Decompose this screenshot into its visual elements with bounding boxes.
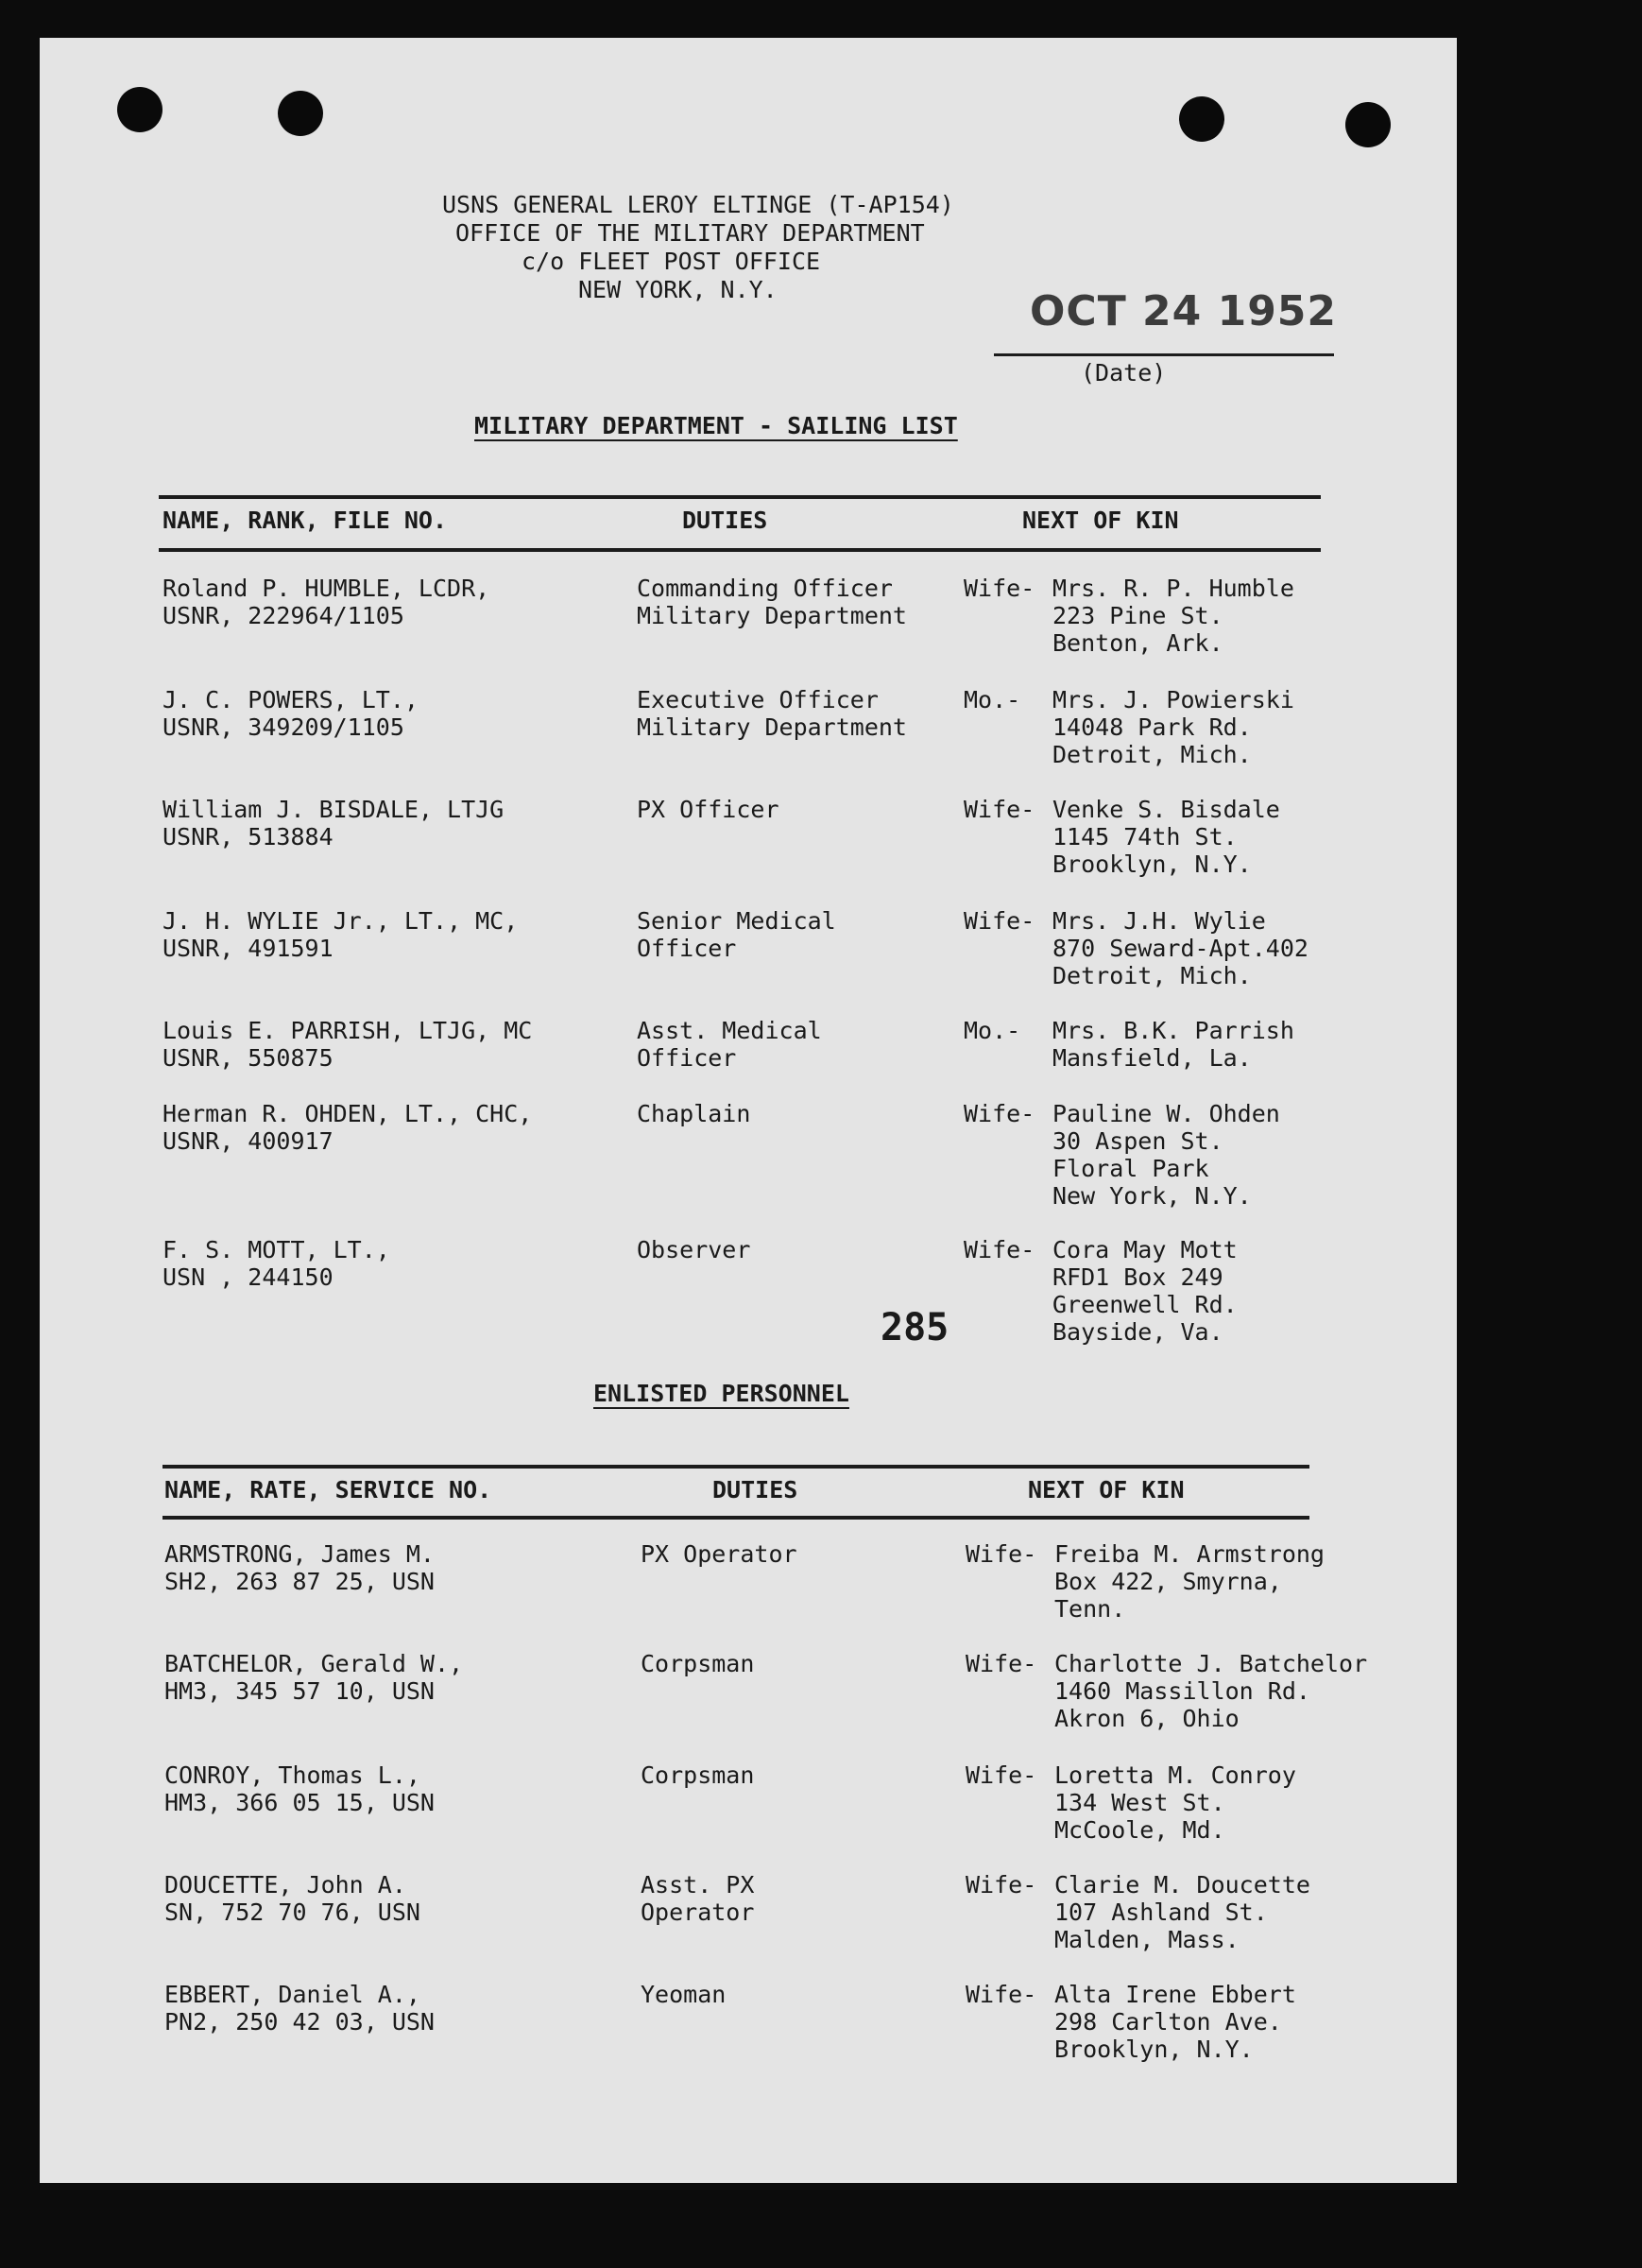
officer-row-kin-line: 223 Pine St.	[1052, 602, 1223, 629]
officer-row-duties-line: Chaplain	[637, 1100, 751, 1127]
date-rule	[994, 353, 1334, 356]
officer-row-duties-line: Military Department	[637, 602, 907, 629]
officer-row-kin-line: Brooklyn, N.Y.	[1052, 850, 1252, 878]
enlisted-row-kin-line: 298 Carlton Ave.	[1054, 2008, 1282, 2036]
officer-row-kin-line: Benton, Ark.	[1052, 629, 1223, 657]
enlisted-row-relation: Wife-	[966, 1540, 1037, 1568]
punch-hole	[1179, 96, 1224, 142]
letterhead-line-4: NEW YORK, N.Y.	[578, 276, 778, 303]
officer-row-kin-line: 870 Seward-Apt.402	[1052, 935, 1308, 962]
enlisted-row-kin-line: McCoole, Md.	[1054, 1816, 1225, 1844]
officer-row-kin-line: Detroit, Mich.	[1052, 741, 1252, 768]
enlisted-row-kin-line: Tenn.	[1054, 1595, 1126, 1623]
enlisted-row-kin-line: 134 West St.	[1054, 1789, 1225, 1816]
enlisted-row-name-line: CONROY, Thomas L.,	[164, 1761, 420, 1789]
enlisted-row-name-line: HM3, 345 57 10, USN	[164, 1677, 435, 1705]
document-page	[40, 38, 1457, 2183]
enlisted-row-relation: Wife-	[966, 1871, 1037, 1899]
officer-row-kin-line: Floral Park	[1052, 1155, 1209, 1182]
enlisted-row-kin-line: Freiba M. Armstrong	[1054, 1540, 1325, 1568]
officer-row-name-line: Herman R. OHDEN, LT., CHC,	[162, 1100, 533, 1127]
officer-row-duties-line: Officer	[637, 1044, 737, 1072]
enlisted-row-name-line: PN2, 250 42 03, USN	[164, 2008, 435, 2036]
date-label: (Date)	[1081, 359, 1167, 387]
enlisted-header-name: NAME, RATE, SERVICE NO.	[164, 1476, 492, 1503]
letterhead-line-3: c/o FLEET POST OFFICE	[522, 248, 821, 275]
enlisted-title: ENLISTED PERSONNEL	[593, 1380, 849, 1407]
officer-row-kin-line: Mrs. B.K. Parrish	[1052, 1017, 1294, 1044]
enlisted-row-name-line: EBBERT, Daniel A.,	[164, 1981, 420, 2008]
officer-row-relation: Wife-	[964, 575, 1035, 602]
table-rule-header	[159, 548, 1321, 552]
officer-row-name-line: F. S. MOTT, LT.,	[162, 1236, 390, 1263]
enlisted-row-kin-line: Charlotte J. Batchelor	[1054, 1650, 1368, 1677]
officer-row-relation: Wife-	[964, 907, 1035, 935]
officer-row-name-line: Roland P. HUMBLE, LCDR,	[162, 575, 490, 602]
officer-row-name-line: USNR, 491591	[162, 935, 334, 962]
document-title: MILITARY DEPARTMENT - SAILING LIST	[474, 412, 958, 439]
enlisted-header-duties: DUTIES	[712, 1476, 798, 1503]
letterhead-line-2: OFFICE OF THE MILITARY DEPARTMENT	[455, 219, 925, 247]
officer-row-kin-line: Mansfield, La.	[1052, 1044, 1252, 1072]
officer-row-relation: Wife-	[964, 796, 1035, 823]
enlisted-row-kin-line: Loretta M. Conroy	[1054, 1761, 1296, 1789]
officer-row-name-line: USNR, 400917	[162, 1127, 334, 1155]
enlisted-row-name-line: SH2, 263 87 25, USN	[164, 1568, 435, 1595]
officer-row-kin-line: Mrs. J.H. Wylie	[1052, 907, 1266, 935]
officer-row-kin-line: Mrs. J. Powierski	[1052, 686, 1294, 713]
enlisted-row-kin-line: Brooklyn, N.Y.	[1054, 2036, 1254, 2063]
officer-row-name-line: J. C. POWERS, LT.,	[162, 686, 419, 713]
enlisted-row-kin-line: Alta Irene Ebbert	[1054, 1981, 1296, 2008]
officer-row-kin-line: 14048 Park Rd.	[1052, 713, 1252, 741]
column-header-name: NAME, RANK, FILE NO.	[162, 507, 448, 534]
enlisted-row-kin-line: 1460 Massillon Rd.	[1054, 1677, 1310, 1705]
officer-row-duties-line: Commanding Officer	[637, 575, 893, 602]
officer-row-kin-line: 1145 74th St.	[1052, 823, 1238, 850]
table-rule-top	[159, 495, 1321, 499]
officer-row-duties-line: Officer	[637, 935, 737, 962]
enlisted-row-duties-line: Asst. PX	[641, 1871, 755, 1899]
officer-row-kin-line: RFD1 Box 249	[1052, 1263, 1223, 1291]
officer-row-kin-line: New York, N.Y.	[1052, 1182, 1252, 1210]
enlisted-row-kin-line: 107 Ashland St.	[1054, 1899, 1268, 1926]
officer-row-name-line: Louis E. PARRISH, LTJG, MC	[162, 1017, 533, 1044]
enlisted-row-name-line: DOUCETTE, John A.	[164, 1871, 406, 1899]
officer-row-kin-line: Bayside, Va.	[1052, 1318, 1223, 1346]
officer-row-name-line: USN , 244150	[162, 1263, 334, 1291]
officer-row-kin-line: Pauline W. Ohden	[1052, 1100, 1280, 1127]
enlisted-row-duties-line: Yeoman	[641, 1981, 727, 2008]
enlisted-row-name-line: HM3, 366 05 15, USN	[164, 1789, 435, 1816]
enlisted-row-name-line: SN, 752 70 76, USN	[164, 1899, 420, 1926]
column-header-duties: DUTIES	[682, 507, 768, 534]
officer-row-duties-line: Executive Officer	[637, 686, 879, 713]
enlisted-row-kin-line: Malden, Mass.	[1054, 1926, 1240, 1953]
officer-row-relation: Mo.-	[964, 1017, 1021, 1044]
officer-row-kin-line: Greenwell Rd.	[1052, 1291, 1238, 1318]
officer-row-duties-line: Observer	[637, 1236, 751, 1263]
enlisted-row-name-line: ARMSTRONG, James M.	[164, 1540, 435, 1568]
officer-row-relation: Wife-	[964, 1236, 1035, 1263]
officer-row-kin-line: Cora May Mott	[1052, 1236, 1238, 1263]
officer-row-relation: Wife-	[964, 1100, 1035, 1127]
officer-row-name-line: USNR, 550875	[162, 1044, 334, 1072]
punch-hole	[1345, 102, 1391, 147]
enlisted-row-duties-line: PX Operator	[641, 1540, 797, 1568]
officer-row-name-line: USNR, 222964/1105	[162, 602, 404, 629]
column-header-next-of-kin: NEXT OF KIN	[1022, 507, 1179, 534]
officer-row-duties-line: Asst. Medical	[637, 1017, 822, 1044]
punch-hole	[117, 87, 162, 132]
enlisted-row-name-line: BATCHELOR, Gerald W.,	[164, 1650, 464, 1677]
officer-row-duties-line: Military Department	[637, 713, 907, 741]
officer-row-name-line: USNR, 349209/1105	[162, 713, 404, 741]
enlisted-row-duties-line: Corpsman	[641, 1761, 755, 1789]
officer-row-kin-line: Detroit, Mich.	[1052, 962, 1252, 989]
enlisted-row-relation: Wife-	[966, 1650, 1037, 1677]
enlisted-rule-top	[162, 1465, 1309, 1469]
enlisted-header-next-of-kin: NEXT OF KIN	[1028, 1476, 1185, 1503]
officer-row-name-line: William J. BISDALE, LTJG	[162, 796, 505, 823]
enlisted-row-kin-line: Akron 6, Ohio	[1054, 1705, 1240, 1732]
officer-row-duties-line: PX Officer	[637, 796, 779, 823]
enlisted-row-duties-line: Operator	[641, 1899, 755, 1926]
enlisted-row-duties-line: Corpsman	[641, 1650, 755, 1677]
enlisted-row-kin-line: Clarie M. Doucette	[1054, 1871, 1310, 1899]
officer-row-duties-line: Senior Medical	[637, 907, 836, 935]
date-stamp: OCT 24 1952	[1030, 287, 1338, 335]
officer-row-name-line: J. H. WYLIE Jr., LT., MC,	[162, 907, 519, 935]
enlisted-row-relation: Wife-	[966, 1981, 1037, 2008]
enlisted-rule-header	[162, 1516, 1309, 1520]
officer-row-kin-line: Venke S. Bisdale	[1052, 796, 1280, 823]
enlisted-row-kin-line: Box 422, Smyrna,	[1054, 1568, 1282, 1595]
officer-row-name-line: USNR, 513884	[162, 823, 334, 850]
officer-row-kin-line: Mrs. R. P. Humble	[1052, 575, 1294, 602]
letterhead-line-1: USNS GENERAL LEROY ELTINGE (T-AP154)	[442, 191, 954, 218]
enlisted-row-relation: Wife-	[966, 1761, 1037, 1789]
officer-row-kin-line: 30 Aspen St.	[1052, 1127, 1223, 1155]
officer-row-relation: Mo.-	[964, 686, 1021, 713]
punch-hole	[278, 91, 323, 136]
page-number: 285	[881, 1306, 949, 1349]
